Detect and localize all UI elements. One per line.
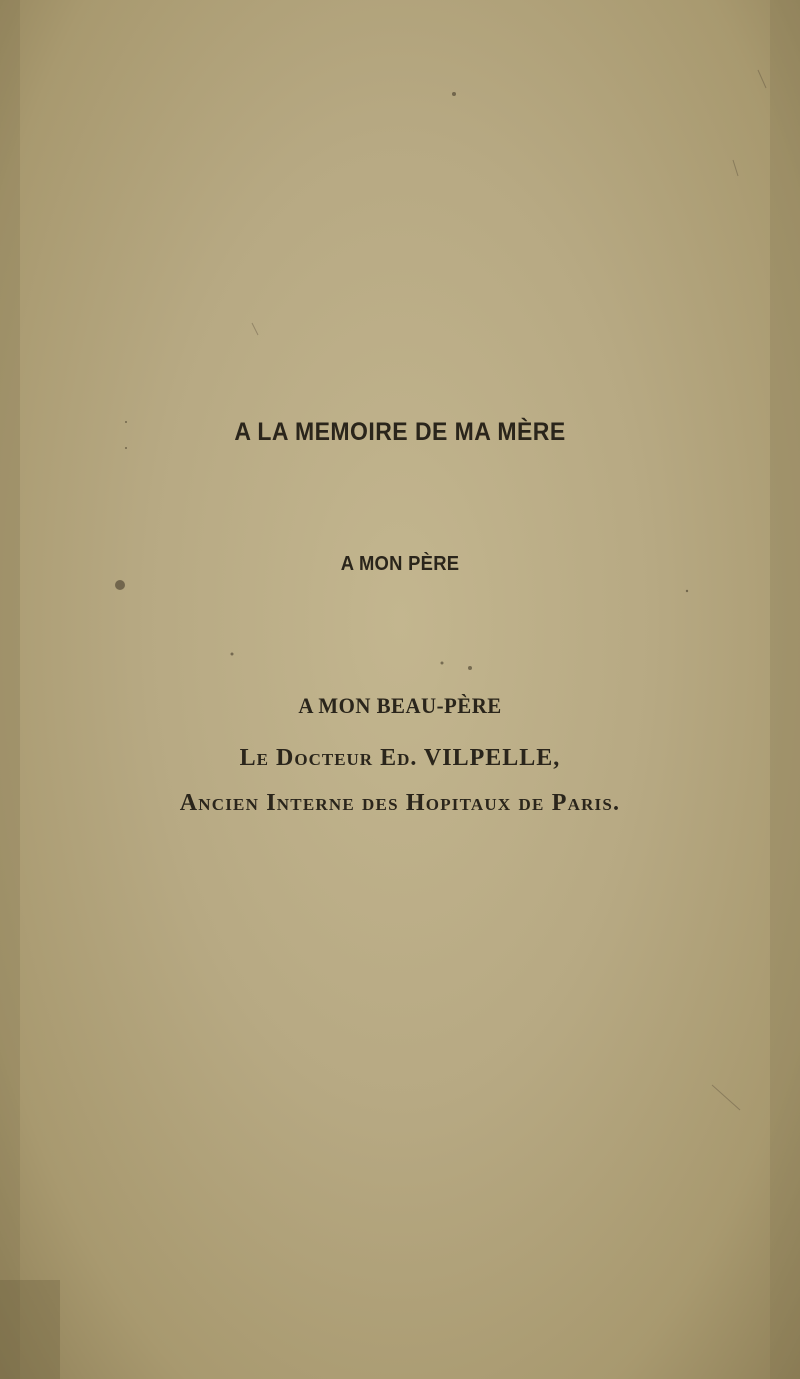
dedication-father: A MON PÈRE (340, 553, 460, 575)
dedication-stepfather: A MON BEAU-PÈRE (298, 693, 502, 718)
dedication-mother: A LA MEMOIRE DE MA MÈRE (234, 418, 566, 446)
doctor-name: Le Docteur Ed. VILPELLE, (239, 745, 561, 771)
doctor-title: Ancien Interne des Hopitaux de Paris. (179, 790, 621, 816)
